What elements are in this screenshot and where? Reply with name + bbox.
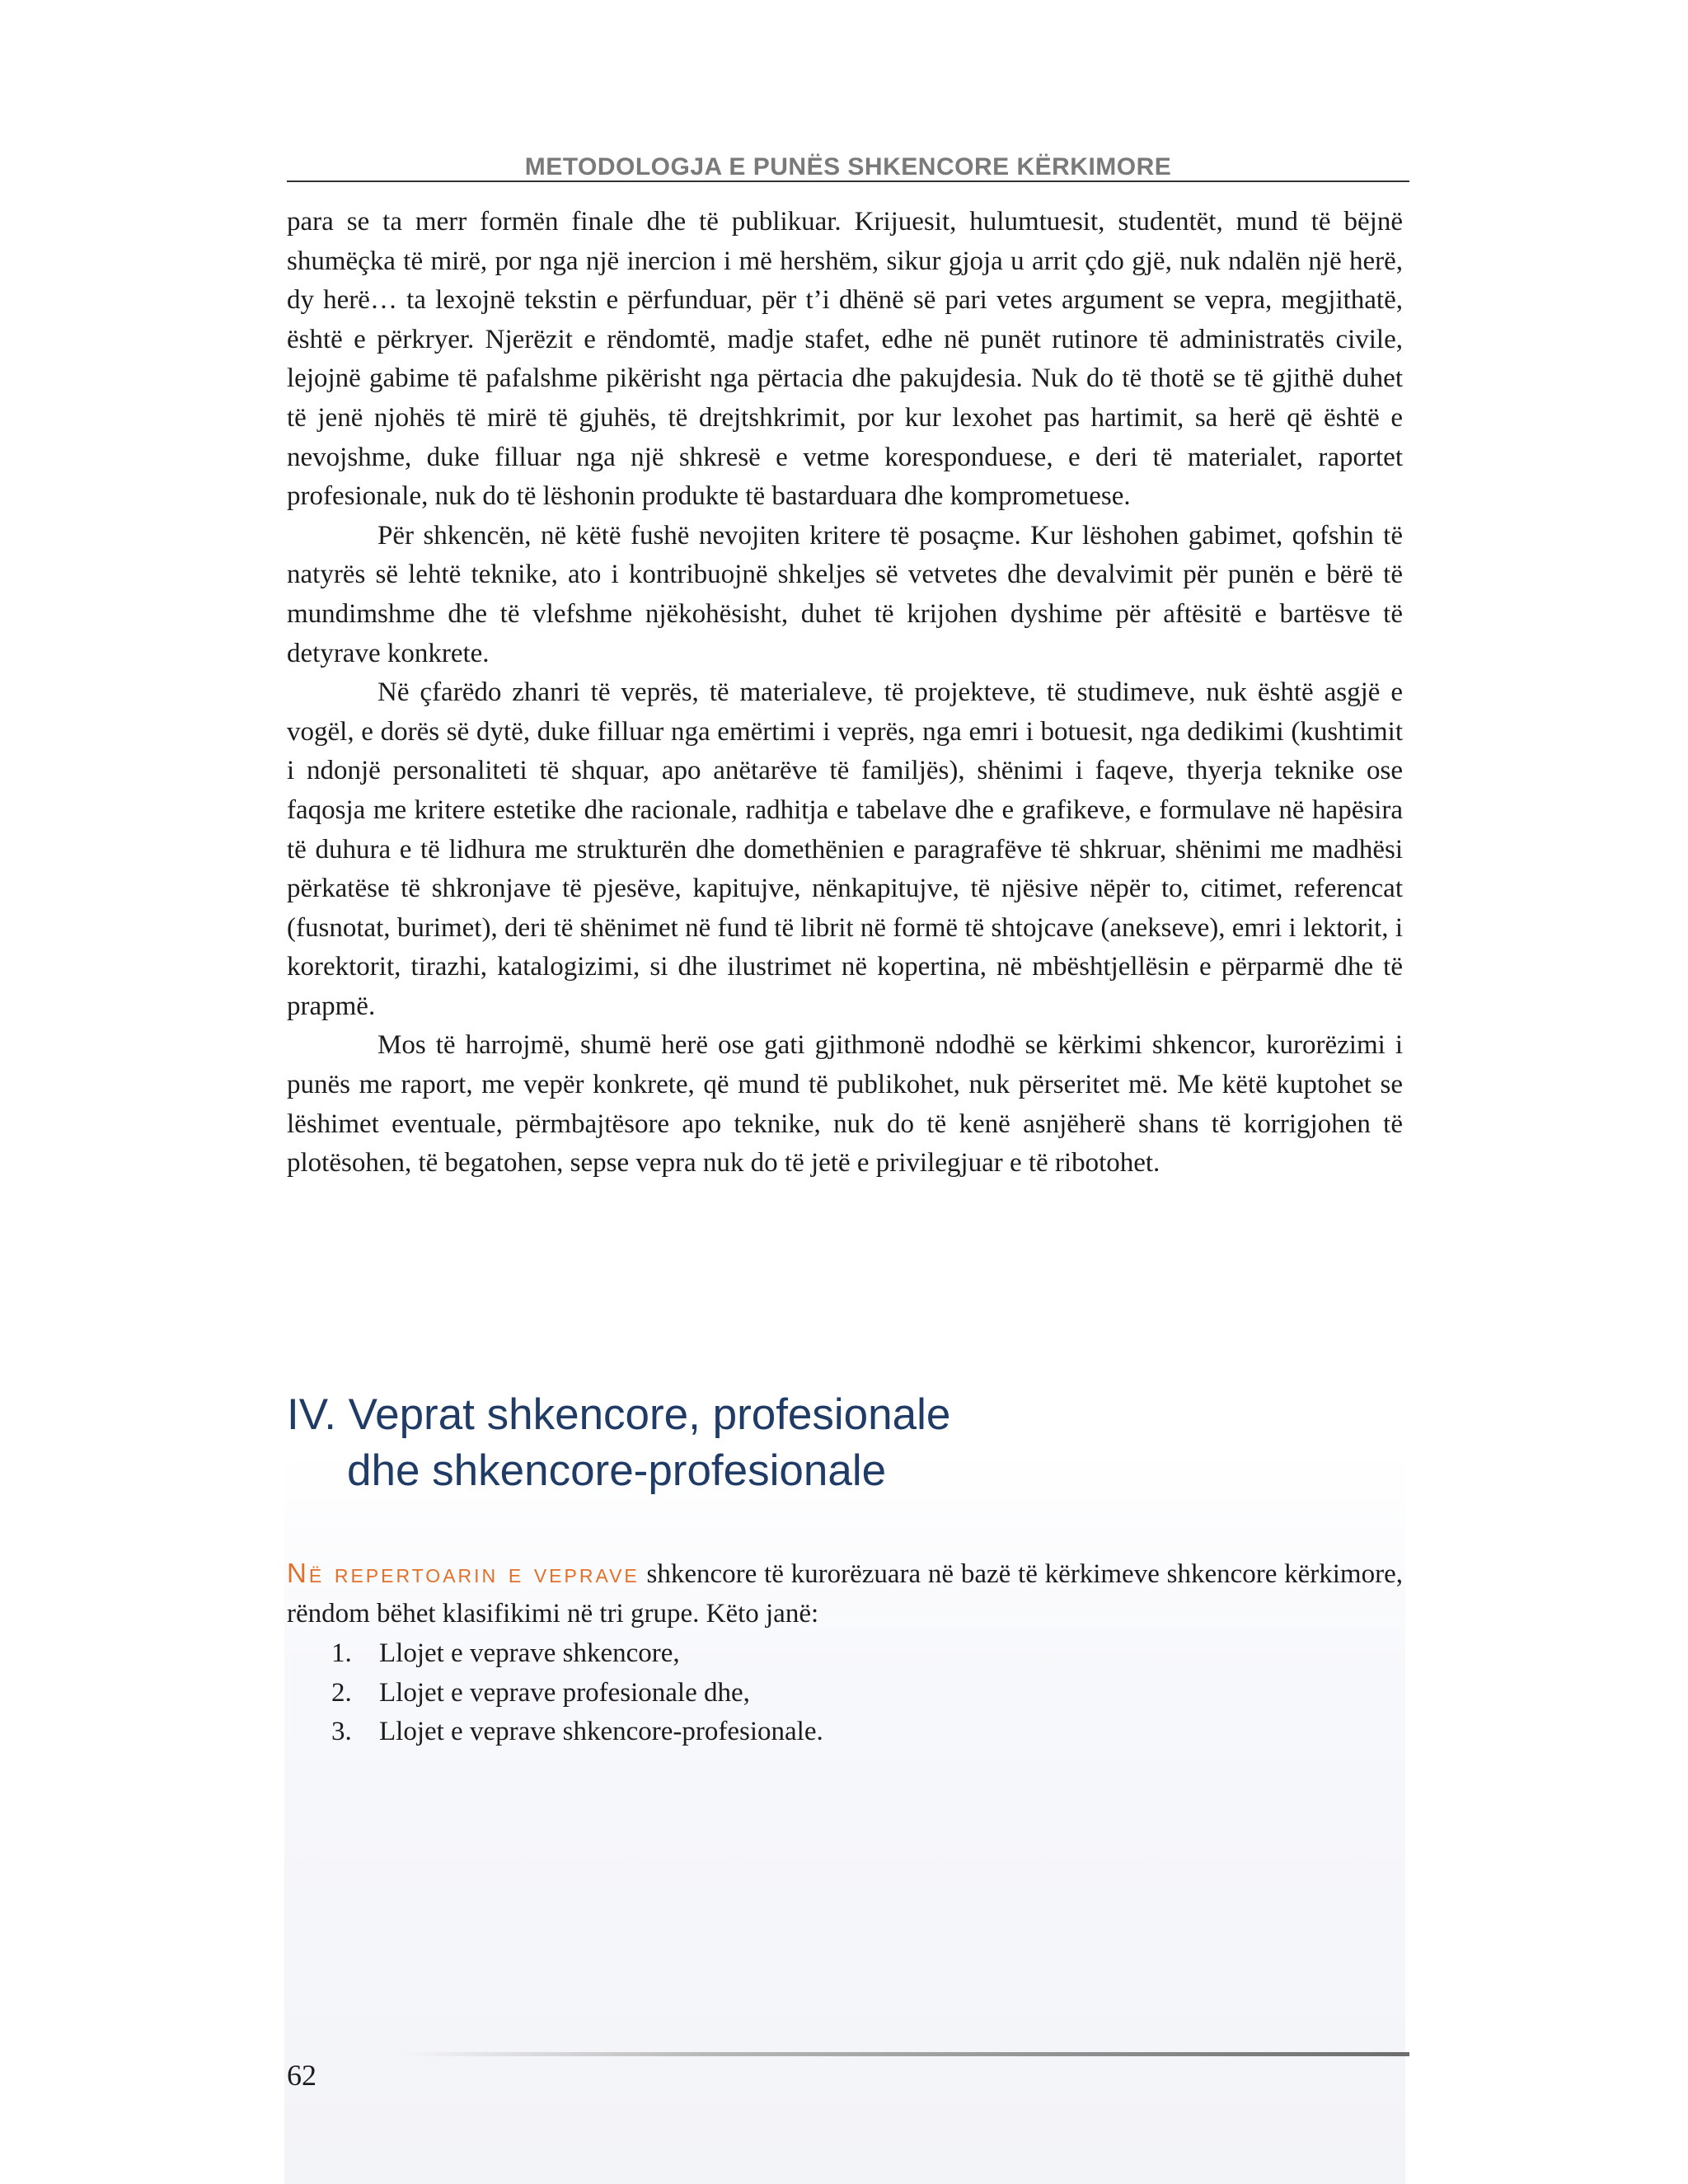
chapter-title: [287, 1387, 950, 1499]
types-list: [287, 1634, 823, 1752]
list-item: [287, 1713, 823, 1752]
intro-text: shkencore të kurorëzuara në bazë të kërkimeve shkencore kërkimore, rëndom bëhet klasifikimi në tri grupe. Këto janë:: [287, 1559, 1403, 1629]
body-text: [287, 203, 1403, 1183]
paragraph-4: Mos të harrojmë, shumë herë ose gati gjithmonë ndodhë se kërkimi shkencor, kurorëzimi i punës me raport, me vepër konkrete, që mund të publikohet, nuk përseritet më. Me këtë kuptohet se lëshimet eventuale, përmbajtësore apo teknike, nuk do të kenë asnjëherë shans të korrigjohen të plotësohen, të begatohen, sepse vepra nuk do të jetë e privilegjuar e të ribotohet.: [287, 1030, 1403, 1179]
header-rule: [287, 180, 1409, 182]
footer-rule: [404, 2052, 1409, 2056]
intro-lead-in: Në repertoarin e veprave: [287, 1558, 640, 1588]
paragraph-1: para se ta merr formën finale dhe të publikuar. Krijuesit, hulumtuesit, studentët, mund të bëjnë shumëçka të mirë, por nga një inercion i më hershëm, sikur gjoja u arrit çdo gjë, nuk ndalën një herë, dy herë… ta lexojnë tekstin e përfunduar, për t’i dhënë së pari vetes argument se vepra, megjithatë, është e përkryer. Njerëzit e rëndomtë, madje stafet, edhe në punët rutinore të administratës civile, lejojnë gabime të pafalshme pikërisht nga përtacia dhe pakujdesia. Nuk do të thotë se të gjithë duhet të jenë njohës të mirë të gjuhës, të drejtshkrimit, por kur lexohet pas hartimit, sa herë që është e nevojshme, duke filluar nga një shkresë e vetme koresponduese, e deri të materialet, raportet profesionale, nuk do të lëshonin produkte të bastarduara dhe komprometuese.: [287, 207, 1403, 512]
list-item-number: 3.: [331, 1717, 352, 1747]
running-header: METODOLOGJA E PUNËS SHKENCORE KËRKIMORE: [524, 153, 1172, 180]
list-item-text: Llojet e veprave shkencore,: [379, 1638, 680, 1668]
paragraph-2: Për shkencën, në këtë fushë nevojiten kritere të posaçme. Kur lëshohen gabimet, qofshin të natyrës së lehtë teknike, ato i kontribuojnë shkeljes së vetvetes dhe devalvimit për punën e bërë të mundimshme dhe të vlefshme njëkohësisht, duhet të krijohen dyshime për aftësitë e bartësve të detyrave konkrete.: [287, 520, 1403, 668]
chapter-title-line-1: IV. Veprat shkencore, profesionale: [287, 1390, 951, 1439]
intro-paragraph: [287, 1554, 1403, 1633]
list-item: [287, 1634, 823, 1674]
list-item: [287, 1674, 823, 1713]
list-item-text: Llojet e veprave profesionale dhe,: [379, 1677, 750, 1708]
chapter-title-line-2: dhe shkencore-profesionale: [347, 1446, 887, 1495]
page-number: 62: [287, 2059, 316, 2092]
list-item-number: 2.: [331, 1677, 352, 1708]
paragraph-3: Në çfarëdo zhanri të veprës, të materialeve, të projekteve, të studimeve, nuk është asgjë e vogël, e dorës së dytë, duke filluar nga emërtimi i veprës, nga emri i botuesit, nga dedikimi (kushtimit i ndonjë personaliteti të shquar, apo anëtarëve të familjës), shënimi i faqeve, thyerja teknike ose faqosja me kritere estetike dhe racionale, radhitja e tabelave dhe e grafikeve, e formulave në hapësira të duhura e të lidhura me strukturën dhe domethënien e paragrafëve të shkruar, shënimi me madhësi përkatëse të shkronjave të pjesëve, kapitujve, nënkapitujve, të njësive nëpër to, citimet, referencat (fusnotat, burimet), deri të shënimet në fund të librit në formë të shtojcave (anekseve), emri i lektorit, i korektorit, tirazhi, katalogizimi, si dhe ilustrimet në kopertina, në mbështjellësin e përparmë dhe të prapmë.: [287, 677, 1403, 1021]
list-item-text: Llojet e veprave shkencore-profesionale.: [379, 1717, 823, 1747]
list-item-number: 1.: [331, 1638, 352, 1668]
